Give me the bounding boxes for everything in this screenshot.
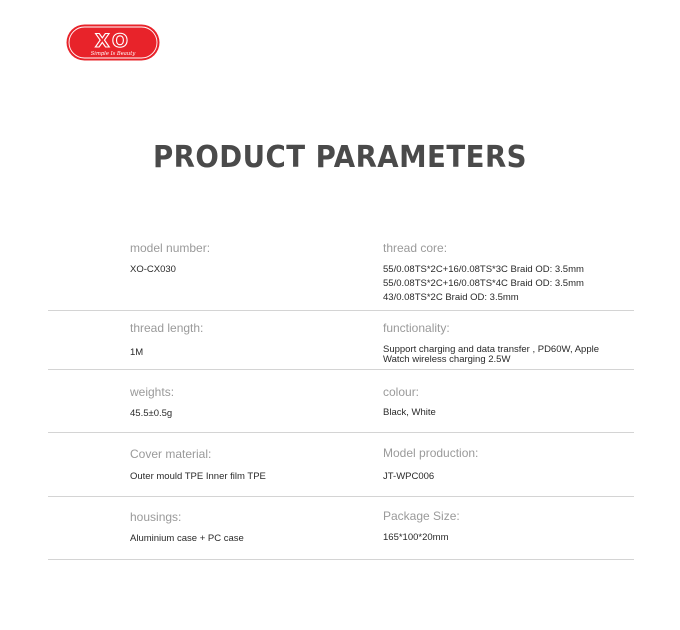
value-colour: Black, White bbox=[383, 407, 436, 418]
row-divider bbox=[48, 496, 634, 497]
label-model-production: Model production: bbox=[383, 446, 479, 460]
label-functionality: functionality: bbox=[383, 321, 450, 335]
label-cover-material: Cover material: bbox=[130, 447, 212, 461]
label-weights: weights: bbox=[130, 385, 175, 399]
value-cover-material: Outer mould TPE Inner film TPE bbox=[130, 471, 266, 482]
label-package-size: Package Size: bbox=[383, 509, 460, 523]
label-model-number: model number: bbox=[130, 241, 211, 255]
value-model-production: JT-WPC006 bbox=[383, 471, 435, 482]
value-model-number: XO-CX030 bbox=[130, 264, 176, 275]
value-weights: 45.5±0.5g bbox=[130, 408, 173, 419]
value-functionality-1: Support charging and data transfer , PD60W, Apple bbox=[383, 344, 599, 355]
label-colour: colour: bbox=[383, 385, 420, 399]
value-functionality-2: Watch wireless charging 2.5W bbox=[383, 354, 511, 365]
value-thread-core-1: 55/0.08TS*2C+16/0.08TS*3C Braid OD: 3.5mm bbox=[383, 264, 584, 275]
value-thread-core-2: 55/0.08TS*2C+16/0.08TS*4C Braid OD: 3.5mm bbox=[383, 278, 584, 289]
value-package-size: 165*100*20mm bbox=[383, 532, 449, 543]
logo-tagline: Simple Is Beauty bbox=[90, 51, 136, 57]
page-title: PRODUCT PARAMETERS bbox=[152, 140, 528, 175]
row-divider bbox=[48, 369, 634, 370]
row-divider bbox=[48, 559, 634, 560]
row-divider bbox=[48, 432, 634, 433]
xo-logo bbox=[66, 24, 160, 61]
label-thread-core: thread core: bbox=[383, 241, 448, 255]
logo-text: XO bbox=[94, 30, 132, 52]
value-thread-length: 1M bbox=[130, 347, 144, 358]
value-housings: Aluminium case + PC case bbox=[130, 533, 244, 544]
value-thread-core-3: 43/0.08TS*2C Braid OD: 3.5mm bbox=[383, 292, 519, 303]
label-housings: housings: bbox=[130, 510, 182, 524]
label-thread-length: thread length: bbox=[130, 321, 204, 335]
row-divider bbox=[48, 310, 634, 311]
